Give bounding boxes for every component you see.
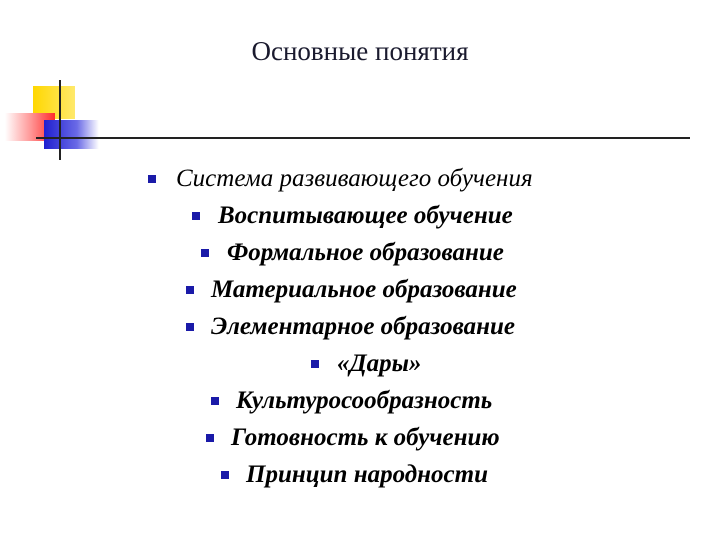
list-item-label: «Дары» bbox=[337, 350, 422, 377]
square-bullet-icon bbox=[148, 175, 156, 183]
square-bullet-icon bbox=[211, 397, 219, 405]
square-bullet-icon bbox=[311, 360, 319, 368]
list-item-main bbox=[0, 160, 720, 197]
list-item-label: Система развивающего обучения bbox=[176, 165, 533, 192]
list-item bbox=[0, 308, 720, 345]
list-item-label: Элементарное образование bbox=[211, 313, 515, 340]
blue-bar bbox=[44, 120, 99, 149]
square-bullet-icon bbox=[206, 434, 214, 442]
list-item bbox=[0, 271, 720, 308]
square-bullet-icon bbox=[221, 471, 229, 479]
list-item-label: Материальное образование bbox=[211, 276, 517, 303]
list-item-label: Культуросообразность bbox=[236, 387, 493, 414]
list-item-label: Формальное образование bbox=[227, 239, 504, 266]
square-bullet-icon bbox=[201, 249, 209, 257]
square-bullet-icon bbox=[186, 323, 194, 331]
square-bullet-icon bbox=[192, 212, 200, 220]
list-item bbox=[0, 419, 720, 456]
list-item-label: Принцип народности bbox=[246, 461, 488, 488]
list-item bbox=[0, 382, 720, 419]
list-item-label: Воспитывающее обучение bbox=[218, 202, 513, 229]
list-item-label: Готовность к обучению bbox=[231, 424, 500, 451]
list-item bbox=[0, 345, 720, 382]
list-item bbox=[0, 234, 720, 271]
list-item bbox=[0, 197, 720, 234]
slide-decoration bbox=[0, 0, 720, 170]
list-item bbox=[0, 456, 720, 493]
page-title: Основные понятия bbox=[251, 36, 469, 66]
square-bullet-icon bbox=[186, 286, 194, 294]
